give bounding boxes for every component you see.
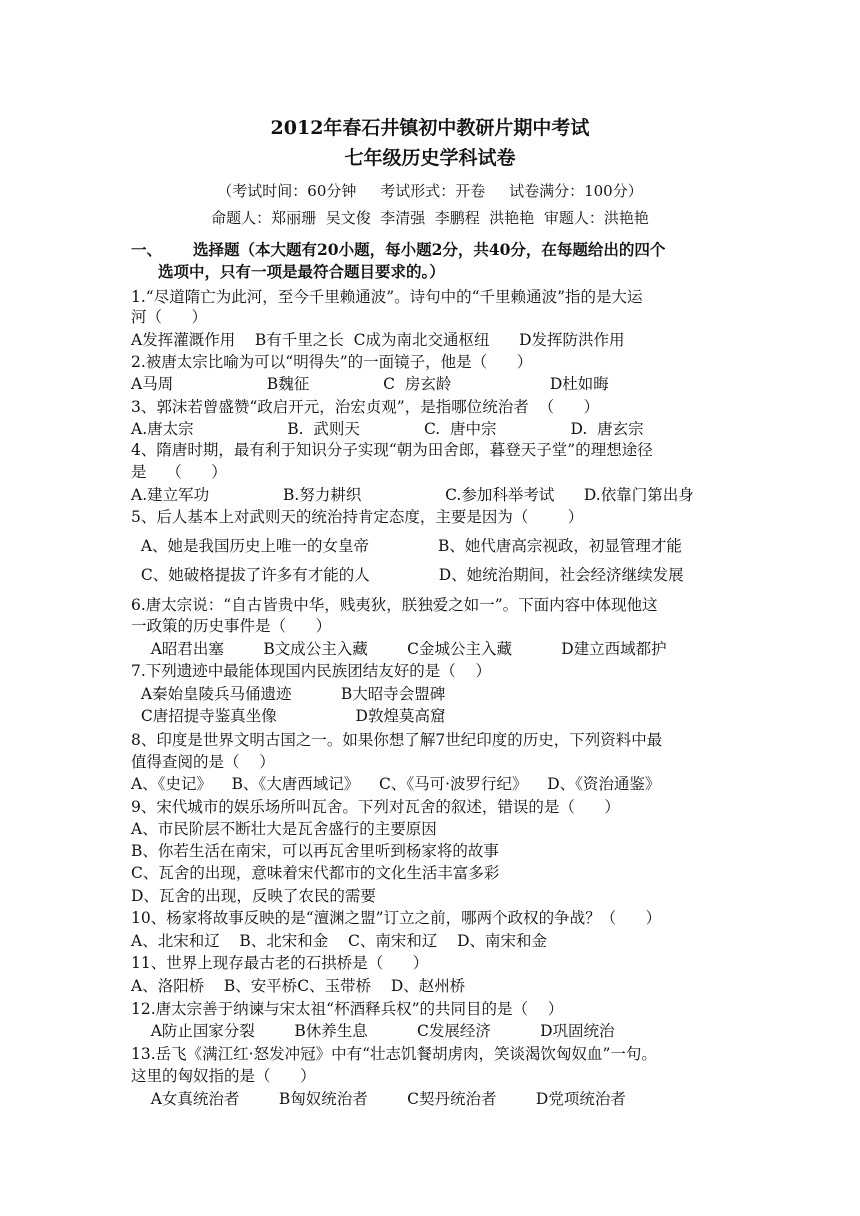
- option-line: A、北宋和辽 B、北宋和金 C、南宋和辽 D、南宋和金: [131, 932, 547, 950]
- option-line: A马周 B魏征 C 房玄龄 D杜如晦: [131, 375, 609, 393]
- question-line: 1.“尽道隋亡为此河，至今千里赖通波”。诗句中的“千里赖通波”指的是大运: [131, 288, 643, 306]
- option-line: A防止国家分裂 B休养生息 C发展经济 D巩固统治: [131, 1022, 615, 1040]
- question-line: 值得查阅的是（ ）: [131, 753, 275, 771]
- question-line: 10、杨家将故事反映的是“澶渊之盟”订立之前，哪两个政权的争战？（ ）: [131, 909, 662, 927]
- exam-subtitle: 七年级历史学科试卷: [344, 147, 516, 169]
- question-line: 4、隋唐时期，最有利于知识分子实现“朝为田舍郎，暮登天子堂”的理想途径: [131, 441, 653, 459]
- option-line: C唐招提寺鉴真坐像 D敦煌莫高窟: [131, 707, 446, 725]
- option-line: A秦始皇陵兵马俑遗迹 B大昭寺会盟碑: [131, 685, 446, 703]
- question-line: 11、世界上现存最古老的石拱桥是（ ）: [131, 954, 429, 972]
- exam-authors: 命题人：郑丽珊 吴文俊 李清强 李鹏程 洪艳艳 审题人：洪艳艳: [211, 209, 649, 227]
- exam-info: （考试时间：60分钟 考试形式：开卷 试卷满分：100分）: [217, 182, 643, 200]
- option-line: C、瓦舍的出现，意味着宋代都市的文化生活丰富多彩: [131, 864, 500, 882]
- question-line: 12.唐太宗善于纳谏与宋太祖“杯酒释兵权”的共同目的是（ ）: [131, 1000, 564, 1018]
- question-line: 河（ ）: [131, 308, 208, 326]
- question-line: 6.唐太宗说：“自古皆贵中华，贱夷狄，朕独爱之如一”。下面内容中体现他这: [131, 596, 658, 614]
- question-line: 这里的匈奴指的是（ ）: [131, 1067, 316, 1085]
- option-line: C、她破格提拔了许多有才能的人 D、她统治期间，社会经济继续发展: [131, 566, 684, 584]
- question-line: 8、印度是世界文明古国之一。如果你想了解7世纪印度的历史，下列资料中最: [131, 731, 663, 749]
- option-line: A.唐太宗 B. 武则天 C. 唐中宗 D. 唐玄宗: [131, 420, 644, 438]
- exam-title: 2012年春石井镇初中教研片期中考试: [270, 117, 590, 139]
- option-line: A、洛阳桥 B、安平桥C、玉带桥 D、赵州桥: [131, 977, 466, 995]
- option-line: B、你若生活在南宋，可以再瓦舍里听到杨家将的故事: [131, 842, 499, 860]
- question-line: 5、后人基本上对武则天的统治持肯定态度，主要是因为（ ）: [131, 508, 584, 526]
- question-line: 2.被唐太宗比喻为可以“明得失”的一面镜子，他是（ ）: [131, 353, 533, 371]
- option-line: D、瓦舍的出现，反映了农民的需要: [131, 887, 376, 905]
- question-line: 9、宋代城市的娱乐场所叫瓦舍。下列对瓦舍的叙述，错误的是（ ）: [131, 798, 620, 816]
- section-heading-cont: 选项中，只有一项是最符合题目要求的。）: [158, 262, 445, 281]
- option-line: A昭君出塞 B文成公主入藏 C金城公主入藏 D建立西域都护: [131, 640, 667, 658]
- question-line: 7.下列遗迹中最能体现国内民族团结友好的是（ ）: [131, 662, 491, 680]
- question-line: 是 （ ）: [131, 463, 227, 481]
- option-line: A、市民阶层不断壮大是瓦舍盛行的主要原因: [131, 820, 437, 838]
- option-line: A、《史记》 B、《大唐西域记》 C、《马可·波罗行纪》 D、《资治通鉴》: [131, 775, 661, 793]
- option-line: A、她是我国历史上唯一的女皇帝 B、她代唐高宗视政，初显管理才能: [131, 537, 682, 555]
- section-number: 一、: [131, 240, 163, 259]
- question-line: 3、郭沫若曾盛赞“政启开元，治宏贞观”，是指哪位统治者 （ ）: [131, 398, 600, 416]
- option-line: A发挥灌溉作用 B有千里之长 C成为南北交通枢纽 D发挥防洪作用: [131, 331, 625, 349]
- question-line: 一政策的历史事件是（ ）: [131, 617, 332, 635]
- question-line: 13.岳飞《满江红·怒发冲冠》中有“壮志饥餐胡虏肉，笑谈渴饮匈奴血”一句。: [131, 1045, 657, 1063]
- option-line: A.建立军功 B.努力耕织 C.参加科举考试 D.依靠门第出身: [131, 486, 694, 504]
- section-heading: 选择题（本大题有20小题，每小题2分，共40分，在每题给出的四个: [193, 240, 666, 259]
- option-line: A女真统治者 B匈奴统治者 C契丹统治者 D党项统治者: [131, 1090, 626, 1108]
